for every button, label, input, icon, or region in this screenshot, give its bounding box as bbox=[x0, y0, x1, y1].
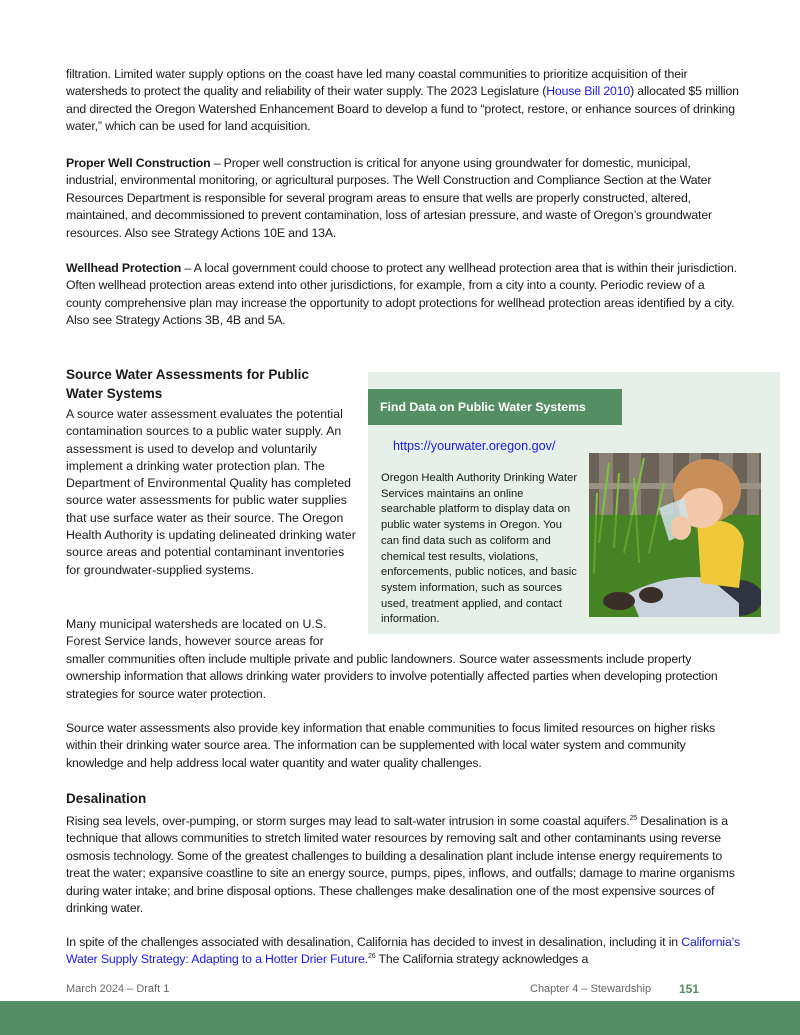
find-data-sidebar bbox=[368, 372, 780, 634]
sidebar-title: Find Data on Public Water Systems bbox=[368, 389, 622, 425]
california-water-strategy-link[interactable]: California’s Water Supply Strategy: Adapting to a Hotter Drier Future. bbox=[66, 935, 741, 967]
footer-band bbox=[0, 1001, 800, 1035]
wellhead-protection-paragraph: Wellhead Protection – A local government could choose to protect any wellhead protection area that is within their jurisdiction. Often wellhead protection areas extend into other jurisdictions, for example, from a city into a county. Periodic review of a county comprehensive plan may increase the opportunity to adopt protections for wellhead protection areas identified by a city. Also see Strategy Actions 3B, 4B and 5A. bbox=[66, 261, 737, 328]
footer-date: March 2024 – Draft 1 bbox=[66, 983, 170, 995]
desalination-paragraph-1: Rising sea levels, over-pumping, or storm surges may lead to salt-water intrusion in some coastal aquifers.$^{25}$ Desalination is a technique that allows communities to stretch limited water resources by removing salt and other contaminants using reverse osmosis technology. Some of the greatest challenges to building a desalination plant include intense energy requirements to treat the water; expansive coastline to site an energy source, pumps, pipes, inflows, and outfalls; damage to marine organisms during water intake; and brine disposal options. These challenges make desalination one of the most expensive sources of drinking water. bbox=[66, 814, 735, 916]
yourwater-link[interactable]: https://yourwater.oregon.gov/ bbox=[393, 439, 556, 453]
source-water-paragraph-1: A source water assessment evaluates the potential contamination sources to a public water supply. An assessment is used to develop and voluntarily implement a drinking water protection plan. The Department of Environmental Quality has completed source water assessments for public water supplies that use surface water as their source. The Oregon Health Authority is updating delineated drinking water source areas and potential contaminant inventories for groundwater-supplied systems. bbox=[66, 407, 356, 577]
source-water-paragraph-2-column: Many municipal watersheds are located on U.S. Forest Service lands, however source areas for bbox=[66, 617, 327, 649]
desalination-paragraph-2: In spite of the challenges associated with desalination, California has decided to invest in desalination, including it in California’s Water Supply Strategy: Adapting to a Hotter Drier Future.$^{26}$ The California strategy acknowledges a bbox=[66, 935, 741, 967]
house-bill-2010-link[interactable]: House Bill 2010 bbox=[546, 84, 631, 99]
source-water-paragraph-3: Source water assessments also provide key information that enable communities to focus limited resources on higher risks within their drinking water source area. The information can be supplemented with local water system and community knowledge and help address local water quantity and water quality challenges. bbox=[66, 721, 716, 770]
well-construction-term: Proper Well Construction bbox=[66, 156, 211, 170]
well-construction-paragraph: Proper Well Construction – Proper well construction is critical for anyone using groundwater for domestic, municipal, industrial, environmental monitoring, or agricultural purposes. The Well Construction and Compliance Section at the Water Resources Department is responsible for several program areas to ensure that wells are properly constructed, altered, maintained, and decommissioned to prevent contamination, loss of artesian pressure, and waste of Oregon’s groundwater resources. Also see Strategy Actions 10E and 13A. bbox=[66, 156, 712, 240]
page-number: 151 bbox=[679, 982, 700, 996]
wellhead-protection-term: Wellhead Protection bbox=[66, 261, 182, 275]
footnote-26[interactable]: 26 bbox=[367, 953, 376, 961]
child-drinking-water-photo bbox=[589, 453, 761, 617]
footer-chapter: Chapter 4 – Stewardship bbox=[530, 983, 652, 995]
footnote-25[interactable]: 25 bbox=[629, 814, 638, 822]
desalination-heading: Desalination bbox=[66, 791, 147, 806]
sidebar-text: Oregon Health Authority Drinking Water Services maintains an online searchable platform to display data on public water systems in Oregon. You can find data such as coliform and chemical test results, violations, enforcements, public notices, and basic system information, such as sources used, treatment applied, and contact information. bbox=[381, 472, 578, 626]
source-water-heading: Source Water Assessments for Public Water Systems bbox=[66, 367, 309, 401]
source-water-paragraph-2: smaller communities often include multiple private and public landowners. Source water assessments include property ownership information that allows drinking water providers to involve potentially affected parties when developing protection strategies for source water protection. bbox=[66, 652, 718, 701]
intro-paragraph: filtration. Limited water supply options on the coast have led many coastal communities to prioritize acquisition of their watersheds to protect the quality and reliability of their water supply. The 2023 Legislature (House Bill 2010) allocated $5 million and directed the Oregon Watershed Enhancement Board to develop a fund to “protect, restore, or enhance sources of drinking water,” which can be used for land acquisition. bbox=[66, 67, 739, 134]
